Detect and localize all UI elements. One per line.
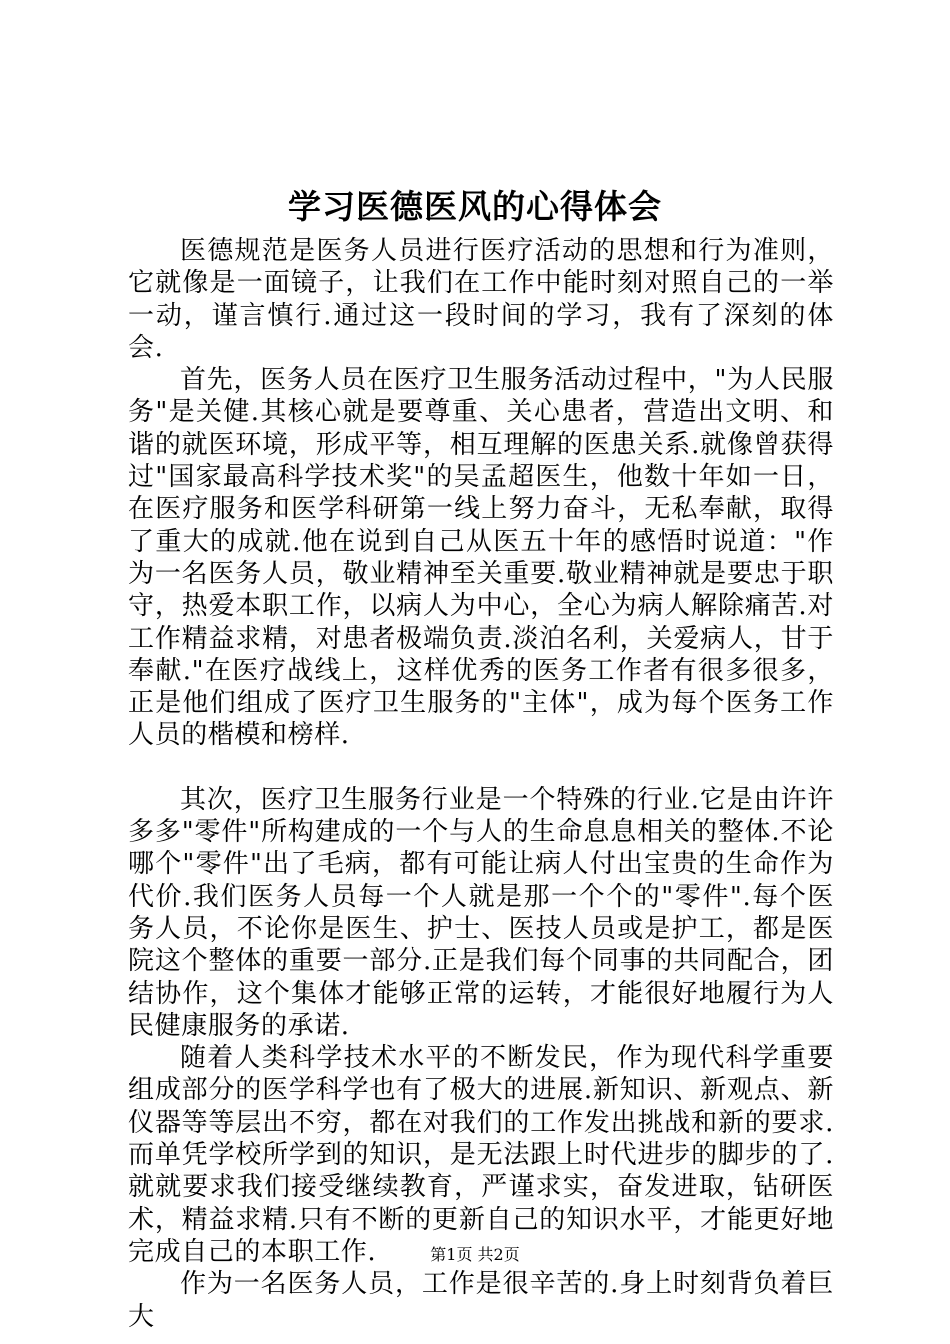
page-indicator: 第1页 共2页 (430, 1245, 520, 1264)
paragraph-first: 首先，医务人员在医疗卫生服务活动过程中，"为人民服务"是关健.其核心就是要尊重、关心患者，营造出文明、和谐的就医环境，形成平等，相互理解的医患关系.就像曾获得过"国家最高科学技术奖"的吴孟超医生，他数十年如一日，在医疗服务和医学科研第一线上努力奋斗，无私奉献，取得了重大的成就.他在说到自己从医五十年的感悟时说道："作为一名医务人员，敬业精神至关重要.敬业精神就是要忠于职守，热爱本职工作，以病人为中心，全心为病人解除痛苦.对工作精益求精，对患者极端负责.淡泊名利，关爱病人，甘于奉献."在医疗战线上，这样优秀的医务工作者有很多很多，正是他们组成了医疗卫生服务的"主体"，成为每个医务工作人员的楷模和榜样. (128, 365, 834, 751)
paragraph-third: 随着人类科学技术水平的不断发民，作为现代科学重要组成部分的医学科学也有了极大的进展.新知识、新观点、新仪器等等层出不穷，都在对我们的工作发出挑战和新的要求.而单凭学校所学到的知识，是无法跟上时代进步的脚步的了.就就要求我们接受继续教育，严谨求实，奋发进取，钻研医术，精益求精.只有不断的更新自己的知识水平，才能更好地完成自己的本职工作. (128, 1043, 834, 1267)
paragraph-fourth: 作为一名医务人员，工作是很辛苦的.身上时刻背负着巨大 (128, 1269, 834, 1332)
document-title: 学习医德医风的心得体会 (288, 187, 662, 226)
paragraph-second: 其次，医疗卫生服务行业是一个特殊的行业.它是由许许多多"零件"所构建成的一个与人的生命息息相关的整体.不论哪个"零件"出了毛病，都有可能让病人付出宝贵的生命作为代价.我们医务人员每一个人就是那一个个的"零件".每个医务人员，不论你是医生、护士、医技人员或是护工，都是医院这个整体的重要一部分.正是我们每个同事的共同配合，团结协作，这个集体才能够正常的运转，才能很好地履行为人民健康服务的承诺. (128, 784, 834, 1041)
paragraph-intro: 医德规范是医务人员进行医疗活动的思想和行为准则，它就像是一面镜子，让我们在工作中能时刻对照自己的一举一动，谨言慎行.通过这一段时间的学习，我有了深刻的体会. (128, 236, 834, 363)
document-body (128, 235, 834, 1333)
